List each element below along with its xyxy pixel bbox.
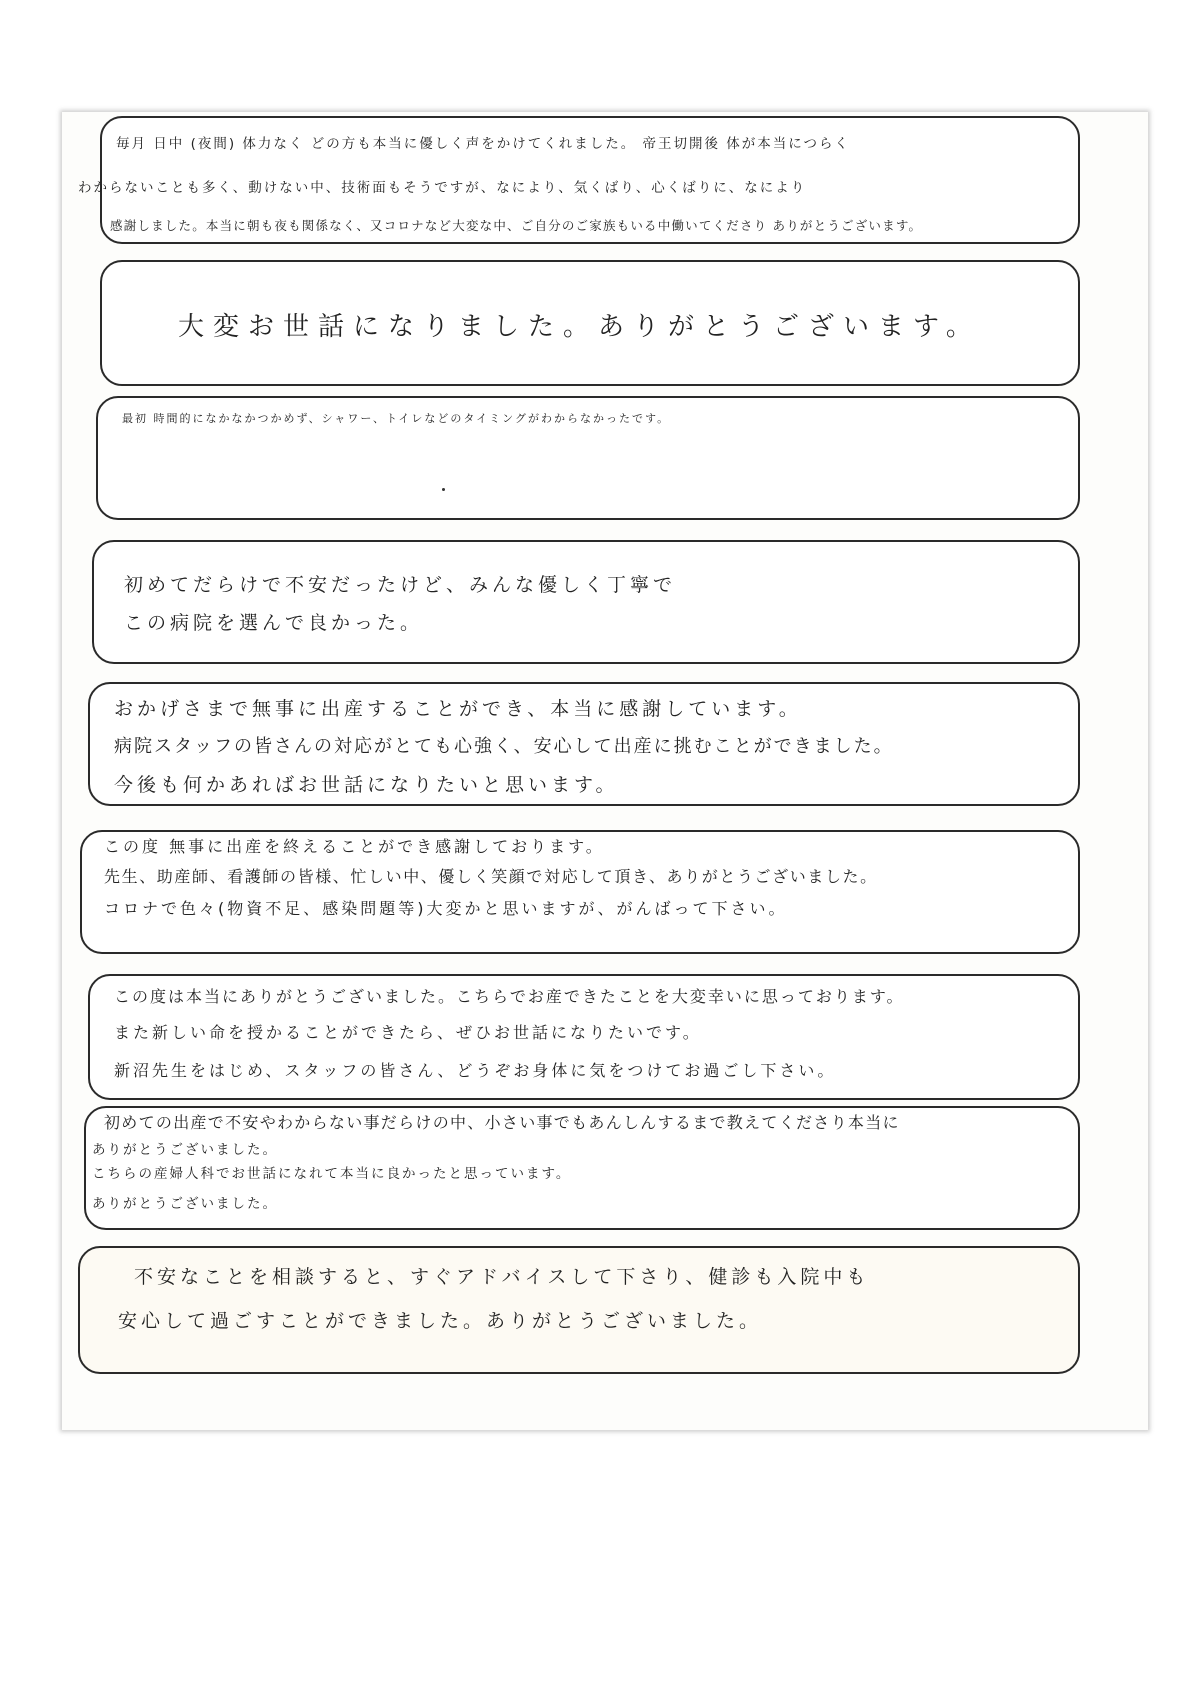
comment-sheet <box>62 112 1148 1430</box>
comment-card-8 <box>84 1106 1080 1230</box>
comment-6-line-3: コロナで色々(物資不足、感染問題等)大変かと思いますが、がんばって下さい。 <box>104 899 788 918</box>
comment-5-line-3: 今後も何かあればお世話になりたいと思います。 <box>114 774 619 796</box>
comment-card-5 <box>88 682 1080 806</box>
comment-7-line-1: この度は本当にありがとうございました。こちらでお産できたことを大変幸いに思っております。 <box>114 987 905 1006</box>
comment-card-9 <box>78 1246 1080 1374</box>
comment-9-line-2: 安心して過ごすことができました。ありがとうございました。 <box>118 1310 763 1332</box>
comment-card-2 <box>100 260 1080 386</box>
comment-5-line-1: おかげさまで無事に出産することができ、本当に感謝しています。 <box>114 698 802 720</box>
comment-6-line-2: 先生、助産師、看護師の皆様、忙しい中、優しく笑顔で対応して頂き、ありがとうございました。 <box>104 867 878 886</box>
comment-9-line-1: 不安なことを相談すると、すぐアドバイスして下さり、健診も入院中も <box>134 1266 870 1288</box>
comment-card-3 <box>96 396 1080 520</box>
comment-card-1 <box>78 116 1080 244</box>
comment-8-line-1: 初めての出産で不安やわからない事だらけの中、小さい事でもあんしんするまで教えてくださり本当に <box>104 1113 900 1132</box>
comment-4-line-1: 初めてだらけで不安だったけど、みんな優しく丁寧で <box>124 574 677 596</box>
comment-8-line-3: こちらの産婦人科でお世話になれて本当に良かったと思っています。 <box>92 1166 572 1182</box>
comment-4-line-2: この病院を選んで良かった。 <box>124 612 424 634</box>
comment-6-line-1: この度 無事に出産を終えることができ感謝しております。 <box>104 837 605 856</box>
comment-8-line-2: ありがとうございました。 <box>92 1142 278 1158</box>
comment-7-line-3: 新沼先生をはじめ、スタッフの皆さん、どうぞお身体に気をつけてお過ごし下さい。 <box>114 1061 837 1080</box>
comment-2-line-1: 大変お世話になりました。ありがとうございます。 <box>178 312 981 342</box>
comment-card-6 <box>80 830 1080 954</box>
comment-5-line-2: 病院スタッフの皆さんの対応がとても心強く、安心して出産に挑むことができました。 <box>114 736 894 757</box>
comment-3-line-1: 最初 時間的になかなかつかめず、シャワー、トイレなどのタイミングがわからなかったです。 <box>122 412 671 425</box>
comment-1-line-3: 感謝しました。本当に朝も夜も関係なく、又コロナなど大変な中、ご自分のご家族もいる中働いてくださり ありがとうございます。 <box>110 218 923 233</box>
comment-8-line-4: ありがとうございました。 <box>92 1196 278 1212</box>
comment-1-line-2: わからないことも多く、動けない中、技術面もそうですが、なにより、気くばり、心くばりに、なにより <box>78 180 807 196</box>
ink-dot <box>442 488 445 491</box>
comment-1-line-1: 毎月 日中 (夜間) 体力なく どの方も本当に優しく声をかけてくれました。 帝王切開後 体が本当につらく <box>116 136 851 152</box>
comment-card-7 <box>88 974 1080 1100</box>
comment-card-4 <box>92 540 1080 664</box>
comment-7-line-2: また新しい命を授かることができたら、ぜひお世話になりたいです。 <box>114 1023 702 1042</box>
